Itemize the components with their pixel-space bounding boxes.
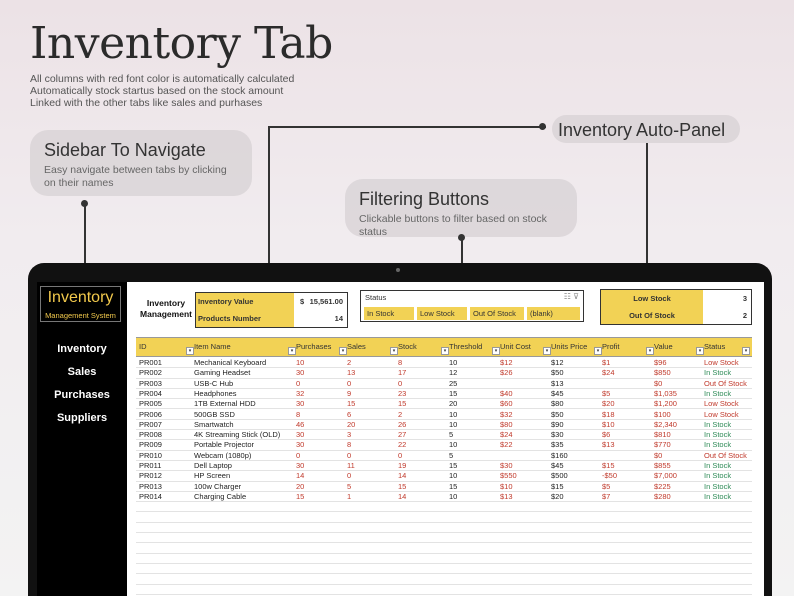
filter-dropdown-icon[interactable]: ▾ — [543, 347, 551, 355]
table-cell[interactable]: PR004 — [139, 388, 162, 398]
table-cell[interactable]: $13 — [602, 440, 615, 450]
table-cell[interactable]: 14 — [296, 471, 305, 481]
table-cell[interactable]: $50 — [551, 368, 564, 378]
table-cell[interactable]: $100 — [654, 409, 671, 419]
table-cell[interactable]: $50 — [551, 409, 564, 419]
table-cell[interactable]: $45 — [551, 461, 564, 470]
filter-dropdown-icon[interactable]: ▾ — [646, 347, 654, 355]
table-cell[interactable]: 6 — [347, 409, 352, 419]
filter-dropdown-icon[interactable]: ▾ — [390, 347, 398, 355]
products-number: 14 — [334, 314, 343, 323]
table-cell[interactable]: $10 — [500, 481, 513, 491]
status-slicer — [360, 290, 584, 322]
table-cell[interactable]: 3 — [347, 430, 352, 440]
table-cell[interactable]: 8 — [347, 440, 352, 450]
inventory-value-label: Inventory Value — [196, 293, 294, 310]
table-cell[interactable]: 46 — [296, 419, 305, 429]
table-cell[interactable]: PR014 — [139, 491, 162, 501]
table-cell[interactable]: $160 — [551, 450, 568, 460]
table-cell[interactable]: 8 — [296, 409, 301, 419]
column-header: Purchases — [296, 342, 332, 351]
filter-dropdown-icon[interactable]: ▾ — [492, 347, 500, 355]
table-cell[interactable]: $0 — [654, 378, 663, 388]
inventory-value-currency: $ — [300, 297, 305, 306]
connector-dot-filtering — [458, 234, 465, 241]
table-cell[interactable]: $26 — [500, 368, 513, 378]
table-row — [136, 461, 752, 471]
table-cell[interactable]: 0 — [347, 471, 352, 481]
table-cell[interactable]: Portable Projector — [194, 440, 255, 450]
spreadsheet-screen — [37, 282, 764, 596]
connector-dot-sidebar — [81, 200, 88, 207]
header-line-2: Automatically stock startus based on the stock amount — [30, 85, 284, 97]
table-cell[interactable]: 15 — [347, 399, 356, 409]
table-cell[interactable]: $15 — [602, 461, 615, 470]
header-line-1: All columns with red font color is automatically calculated — [30, 73, 295, 85]
table-cell[interactable]: $24 — [602, 368, 615, 378]
table-cell[interactable]: 5 — [449, 450, 454, 460]
out-of-stock-value: 2 — [742, 311, 747, 320]
multi-select-icon[interactable]: ☷ ⊽ — [563, 292, 579, 301]
table-row — [136, 471, 752, 481]
table-cell[interactable]: 9 — [347, 388, 352, 398]
table-cell[interactable]: 17 — [398, 368, 407, 378]
column-header: Units Price — [551, 342, 588, 351]
table-cell[interactable]: 19 — [398, 461, 407, 470]
table-cell[interactable]: Out Of Stock — [704, 450, 747, 460]
table-cell[interactable]: USB-C Hub — [194, 378, 234, 388]
table-cell[interactable]: $24 — [500, 430, 513, 440]
table-cell[interactable]: In Stock — [704, 388, 732, 398]
column-header: Profit — [602, 342, 620, 351]
products-number-row — [196, 310, 347, 327]
table-cell[interactable]: -$50 — [602, 471, 618, 481]
stock-auto-panel — [600, 289, 752, 325]
table-cell[interactable]: 4K Streaming Stick (OLD) — [194, 430, 281, 440]
table-cell[interactable]: 10 — [449, 409, 458, 419]
brand-subtitle: Management System — [45, 311, 116, 320]
table-cell[interactable]: Out Of Stock — [704, 378, 747, 388]
column-header: ID — [139, 342, 147, 351]
table-cell[interactable]: 10 — [449, 419, 458, 429]
table-cell[interactable]: 15 — [449, 481, 458, 491]
table-cell[interactable]: $60 — [500, 399, 513, 409]
table-cell[interactable]: $5 — [602, 388, 611, 398]
table-cell[interactable]: $15 — [551, 481, 564, 491]
callout-filtering-text: Clickable buttons to filter based on stock status — [359, 213, 547, 239]
table-cell[interactable]: $7,000 — [654, 471, 677, 481]
callout-autopanel — [552, 115, 740, 143]
table-cell[interactable]: $855 — [654, 461, 671, 470]
table-cell[interactable]: $7 — [602, 491, 611, 501]
table-cell[interactable]: $30 — [500, 461, 513, 470]
table-cell[interactable]: 0 — [347, 450, 352, 460]
column-header: Threshold — [449, 342, 483, 351]
column-header: Sales — [347, 342, 366, 351]
table-cell[interactable]: $6 — [602, 430, 611, 440]
table-row — [136, 358, 752, 368]
filter-low-stock[interactable]: Low Stock — [417, 307, 467, 320]
sidebar-item-sales[interactable]: Sales — [67, 366, 97, 378]
table-cell[interactable]: 20 — [296, 481, 305, 491]
table-row — [136, 440, 752, 450]
table-cell[interactable]: $13 — [500, 491, 513, 501]
table-cell[interactable]: $80 — [551, 399, 564, 409]
column-header: Unit Cost — [500, 342, 531, 351]
table-row — [136, 585, 752, 595]
column-header: Value — [654, 342, 673, 351]
brand-title: Inventory — [47, 289, 114, 306]
table-cell[interactable]: 30 — [296, 440, 305, 450]
table-cell[interactable]: PR012 — [139, 471, 162, 481]
table-row — [136, 523, 752, 533]
page-title: Inventory Tab — [30, 18, 333, 69]
table-cell[interactable]: HP Screen — [194, 471, 231, 481]
sidebar-item-suppliers[interactable]: Suppliers — [56, 412, 108, 424]
callout-sidebar-title: Sidebar To Navigate — [44, 140, 206, 160]
table-cell[interactable]: PR007 — [139, 419, 162, 429]
table-cell[interactable]: 8 — [398, 358, 403, 367]
table-cell[interactable]: Mechanical Keyboard — [194, 358, 267, 367]
table-cell[interactable]: PR005 — [139, 399, 162, 409]
filter-dropdown-icon[interactable]: ▾ — [742, 347, 750, 355]
table-cell[interactable]: PR008 — [139, 430, 162, 440]
filter-dropdown-icon[interactable]: ▾ — [186, 347, 194, 355]
table-cell[interactable]: 2 — [398, 409, 403, 419]
filter-out-of-stock[interactable]: Out Of Stock — [470, 307, 524, 320]
table-cell[interactable]: 14 — [398, 471, 407, 481]
table-cell[interactable]: 30 — [296, 399, 305, 409]
table-cell[interactable]: $0 — [654, 450, 663, 460]
table-cell[interactable]: In Stock — [704, 368, 732, 378]
table-cell[interactable]: 10 — [449, 358, 458, 367]
table-cell[interactable]: $280 — [654, 491, 671, 501]
table-cell[interactable]: 23 — [398, 388, 407, 398]
table-cell[interactable]: 0 — [398, 378, 403, 388]
filter-dropdown-icon[interactable]: ▾ — [594, 347, 602, 355]
table-cell[interactable]: 12 — [449, 368, 458, 378]
table-cell[interactable]: 13 — [347, 368, 356, 378]
table-row — [136, 492, 752, 502]
table-row — [136, 368, 752, 378]
table-cell[interactable]: 26 — [398, 419, 407, 429]
table-cell[interactable]: $1,200 — [654, 399, 677, 409]
table-cell[interactable]: PR001 — [139, 358, 162, 367]
callout-filtering — [345, 179, 577, 237]
table-cell[interactable]: Smartwatch — [194, 419, 234, 429]
inventory-kpi-box — [195, 292, 348, 328]
table-cell[interactable]: 11 — [347, 461, 355, 470]
low-stock-row — [601, 290, 751, 307]
table-row — [136, 574, 752, 584]
sidebar-brand — [40, 286, 121, 322]
table-cell[interactable]: $1 — [602, 358, 611, 367]
table-cell[interactable]: 10 — [449, 440, 458, 450]
table-cell[interactable]: $225 — [654, 481, 671, 491]
table-cell[interactable]: $20 — [551, 491, 564, 501]
table-cell[interactable]: $12 — [551, 358, 564, 367]
callout-filtering-title: Filtering Buttons — [359, 189, 490, 209]
out-of-stock-label: Out Of Stock — [601, 307, 703, 324]
table-cell[interactable]: 1TB External HDD — [194, 399, 256, 409]
table-cell[interactable]: $40 — [500, 388, 513, 398]
filter-blank[interactable]: (blank) — [527, 307, 580, 320]
table-cell[interactable]: $810 — [654, 430, 671, 440]
table-cell[interactable]: $32 — [500, 409, 513, 419]
table-cell[interactable]: $550 — [500, 471, 517, 481]
table-row — [136, 430, 752, 440]
table-cell[interactable]: 20 — [449, 399, 458, 409]
header-line-3: Linked with the other tabs like sales and purhases — [30, 97, 263, 109]
table-cell[interactable]: $96 — [654, 358, 667, 367]
inventory-management-label: Inventory Management — [140, 298, 192, 320]
column-header: Stock — [398, 342, 417, 351]
table-row — [136, 482, 752, 492]
table-cell[interactable]: In Stock — [704, 419, 732, 429]
table-cell[interactable]: $770 — [654, 440, 671, 450]
table-row — [136, 513, 752, 523]
sidebar-item-purchases[interactable]: Purchases — [54, 389, 110, 401]
filter-dropdown-icon[interactable]: ▾ — [696, 347, 704, 355]
table-cell[interactable]: $35 — [551, 440, 564, 450]
table-cell[interactable]: Charging Cable — [194, 491, 247, 501]
table-row — [136, 399, 752, 409]
table-cell[interactable]: $80 — [500, 419, 513, 429]
table-cell[interactable]: $20 — [602, 399, 615, 409]
table-cell[interactable]: PR006 — [139, 409, 162, 419]
products-number-label: Products Number — [196, 310, 294, 327]
camera-dot — [396, 268, 400, 272]
table-cell[interactable]: 0 — [296, 450, 301, 460]
table-cell[interactable]: 20 — [347, 419, 356, 429]
table-cell[interactable]: PR011 — [139, 461, 162, 470]
table-row — [136, 502, 752, 512]
table-cell[interactable]: 10 — [296, 358, 305, 367]
table-cell[interactable]: 10 — [449, 491, 458, 501]
table-cell[interactable]: 15 — [449, 461, 458, 470]
table-cell[interactable]: 5 — [449, 430, 454, 440]
table-cell[interactable]: 10 — [449, 471, 458, 481]
table-cell[interactable]: 30 — [296, 368, 305, 378]
table-cell[interactable]: In Stock — [704, 461, 732, 470]
table-row — [136, 564, 752, 574]
callout-sidebar — [30, 130, 252, 196]
table-row — [136, 554, 752, 564]
table-cell[interactable]: 25 — [449, 378, 458, 388]
status-slicer-title: Status — [365, 293, 387, 302]
table-cell[interactable]: Webcam (1080p) — [194, 450, 252, 460]
column-header: Item Name — [194, 342, 231, 351]
table-cell[interactable]: 0 — [347, 378, 352, 388]
table-cell[interactable]: 0 — [398, 450, 403, 460]
table-cell[interactable]: PR009 — [139, 440, 162, 450]
filter-dropdown-icon[interactable]: ▾ — [339, 347, 347, 355]
low-stock-value: 3 — [742, 294, 747, 303]
table-cell[interactable]: $18 — [602, 409, 615, 419]
table-cell[interactable]: 32 — [296, 388, 305, 398]
table-cell[interactable]: $500 — [551, 471, 568, 481]
table-cell[interactable]: In Stock — [704, 471, 732, 481]
table-cell[interactable]: 15 — [449, 388, 458, 398]
table-cell[interactable]: PR010 — [139, 450, 162, 460]
table-cell[interactable]: In Stock — [704, 440, 732, 450]
table-cell[interactable]: Dell Laptop — [194, 461, 232, 470]
table-row — [136, 410, 752, 420]
table-cell[interactable]: Low Stock — [704, 358, 739, 367]
table-cell[interactable]: In Stock — [704, 481, 732, 491]
table-cell[interactable]: PR013 — [139, 481, 162, 491]
table-cell[interactable]: In Stock — [704, 491, 732, 501]
table-cell[interactable]: PR002 — [139, 368, 162, 378]
table-cell[interactable]: Headphones — [194, 388, 237, 398]
table-cell[interactable]: Low Stock — [704, 409, 739, 419]
table-cell[interactable]: 5 — [347, 481, 352, 491]
table-cell[interactable]: Low Stock — [704, 399, 739, 409]
table-cell[interactable]: $30 — [551, 430, 564, 440]
table-row — [136, 420, 752, 430]
table-cell[interactable]: $45 — [551, 388, 564, 398]
table-cell[interactable]: 14 — [398, 491, 407, 501]
table-cell[interactable]: 22 — [398, 440, 407, 450]
table-row — [136, 389, 752, 399]
table-cell[interactable]: 15 — [398, 399, 407, 409]
out-of-stock-row — [601, 307, 751, 324]
table-cell[interactable]: 27 — [398, 430, 407, 440]
filter-dropdown-icon[interactable]: ▾ — [441, 347, 449, 355]
callout-autopanel-title: Inventory Auto-Panel — [558, 120, 726, 140]
table-cell[interactable]: 100w Charger — [194, 481, 242, 491]
column-header: Status — [704, 342, 726, 351]
table-cell[interactable]: In Stock — [704, 430, 732, 440]
table-cell[interactable]: 15 — [398, 481, 407, 491]
table-row — [136, 533, 752, 543]
table-cell[interactable]: 15 — [296, 491, 305, 501]
filter-dropdown-icon[interactable]: ▾ — [288, 347, 296, 355]
filter-in-stock[interactable]: In Stock — [364, 307, 414, 320]
table-row — [136, 543, 752, 553]
table-cell[interactable]: 1 — [347, 491, 352, 501]
table-cell[interactable]: 0 — [296, 378, 301, 388]
table-row — [136, 451, 752, 461]
table-cell[interactable]: Gaming Headset — [194, 368, 251, 378]
table-cell[interactable]: $12 — [500, 358, 513, 367]
table-cell[interactable]: PR003 — [139, 378, 162, 388]
table-cell[interactable]: 30 — [296, 461, 305, 470]
table-cell[interactable]: $1,035 — [654, 388, 677, 398]
table-cell[interactable]: $90 — [551, 419, 564, 429]
inventory-value-row — [196, 293, 347, 310]
table-cell[interactable]: 500GB SSD — [194, 409, 235, 419]
table-cell[interactable]: $10 — [602, 419, 615, 429]
callout-sidebar-text: Easy navigate between tabs by clicking on their names — [44, 164, 227, 190]
inventory-value: 15,561.00 — [309, 297, 343, 306]
table-cell[interactable]: $850 — [654, 368, 671, 378]
table-cell[interactable]: 30 — [296, 430, 305, 440]
table-row — [136, 379, 752, 389]
sidebar — [37, 282, 127, 596]
inventory-table — [136, 337, 752, 596]
table-cell[interactable]: $5 — [602, 481, 611, 491]
table-header — [136, 337, 752, 357]
connector-autopanel-h — [268, 126, 546, 128]
low-stock-label: Low Stock — [601, 290, 703, 307]
table-cell[interactable]: $2,340 — [654, 419, 677, 429]
connector-dot-autopanel — [539, 123, 546, 130]
table-cell[interactable]: $13 — [551, 378, 564, 388]
table-cell[interactable]: 2 — [347, 358, 352, 367]
sidebar-item-inventory[interactable]: Inventory — [57, 343, 107, 355]
table-cell[interactable]: $22 — [500, 440, 513, 450]
